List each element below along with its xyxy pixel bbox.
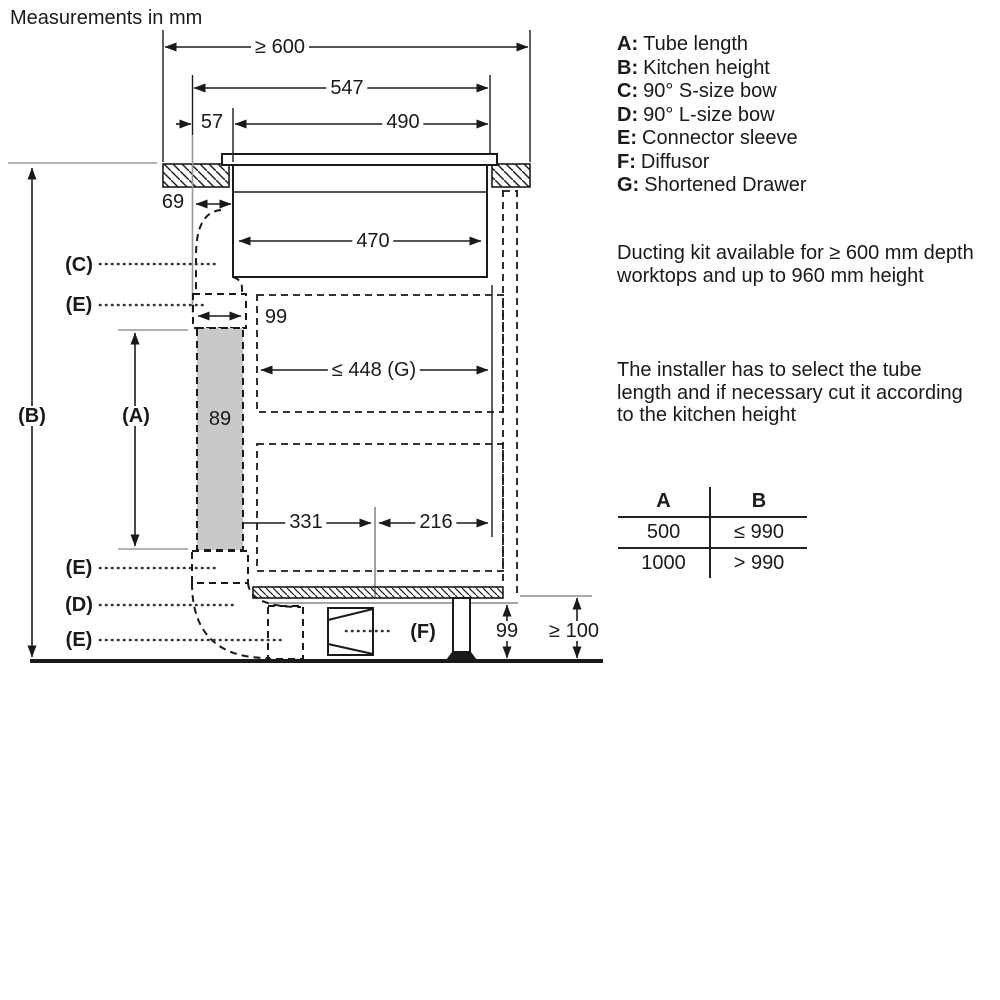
connector-sleeve-bottom: [268, 606, 303, 659]
dim-body-width: 470: [352, 231, 393, 251]
table-header-b: B: [709, 487, 807, 516]
note-ducting-kit: Ducting kit available for ≥ 600 mm depth worktops and up to 960 mm height: [617, 242, 974, 287]
legend-key: E:: [617, 127, 637, 149]
table-cell-b: > 990: [709, 549, 807, 578]
legend-item-a: [617, 33, 807, 57]
table-row: [618, 516, 807, 547]
legend-item-f: [617, 151, 807, 175]
table-row: [618, 547, 807, 578]
table-header-a: A: [656, 490, 671, 512]
label-c: (C): [65, 254, 93, 276]
dim-sleeve-width: 99: [264, 306, 288, 328]
page-title: Measurements in mm: [10, 7, 203, 29]
label-g: (G): [387, 359, 417, 381]
legend-item-e: [617, 127, 807, 151]
dim-floor-clearance: ≥ 100: [545, 621, 603, 641]
dim-hob-total-width: 547: [326, 78, 367, 98]
lower-drawer-outline: [257, 444, 503, 571]
label-a: (A): [118, 406, 154, 426]
label-e3: (E): [65, 629, 93, 651]
dimension-lines: [32, 47, 577, 658]
tube: [197, 328, 243, 550]
s-bow-inner: [233, 277, 242, 293]
dim-drawer-depth: [328, 360, 420, 380]
table-cell-a: 500: [646, 521, 681, 543]
legend-item-b: [617, 57, 807, 81]
dim-plinth-height: 99: [492, 621, 522, 641]
label-b: (B): [14, 406, 50, 426]
label-e2: (E): [65, 557, 93, 579]
label-e1: (E): [65, 294, 93, 316]
dim-worktop-depth: ≥ 600: [251, 37, 309, 57]
legend-label: Shortened Drawer: [644, 174, 807, 196]
legend-label: Diffusor: [640, 150, 710, 173]
drawer-outline: [257, 295, 503, 412]
s-bow: [196, 210, 221, 293]
legend-key: D:: [617, 103, 639, 126]
legend-label: Connector sleeve: [642, 127, 798, 149]
cabinet-leg: [446, 598, 477, 660]
legend-item-g: [617, 174, 807, 198]
legend-key: G:: [617, 174, 640, 196]
legend-key: A:: [617, 33, 639, 55]
label-f: (F): [410, 621, 436, 643]
table-header-row: [618, 487, 807, 516]
dim-drawer-depth-value: ≤ 448: [331, 359, 382, 381]
table-cell-a: 1000: [641, 552, 686, 574]
legend-key: C:: [617, 80, 639, 102]
hob-body: [222, 154, 497, 277]
legend: [617, 33, 807, 198]
label-d: (D): [65, 594, 93, 616]
cabinet-bottom-panel: [253, 587, 503, 598]
dim-front-offset: 57: [200, 111, 224, 133]
dim-tube-width: 89: [208, 408, 232, 430]
legend-key: B:: [617, 56, 639, 79]
connector-sleeve-mid: [192, 551, 248, 583]
legend-label: 90° S-size bow: [643, 80, 777, 102]
legend-item-d: [617, 104, 807, 128]
dim-left-span: 331: [285, 512, 326, 532]
diffusor-shape: [328, 608, 373, 655]
connector-sleeve-top: [193, 294, 246, 328]
legend-label: Kitchen height: [643, 56, 770, 79]
dim-cutout-width: 490: [382, 112, 423, 132]
dim-bow-offset: 69: [161, 191, 185, 213]
legend-key: F:: [617, 150, 636, 173]
tube-length-table: [618, 487, 807, 578]
legend-item-c: [617, 80, 807, 104]
legend-label: Tube length: [643, 33, 749, 55]
dim-right-span: 216: [415, 512, 456, 532]
table-cell-b: ≤ 990: [709, 518, 807, 547]
legend-label: 90° L-size bow: [643, 103, 775, 126]
note-installer: The installer has to select the tube length and if necessary cut it according to the kitchen height: [617, 359, 963, 426]
